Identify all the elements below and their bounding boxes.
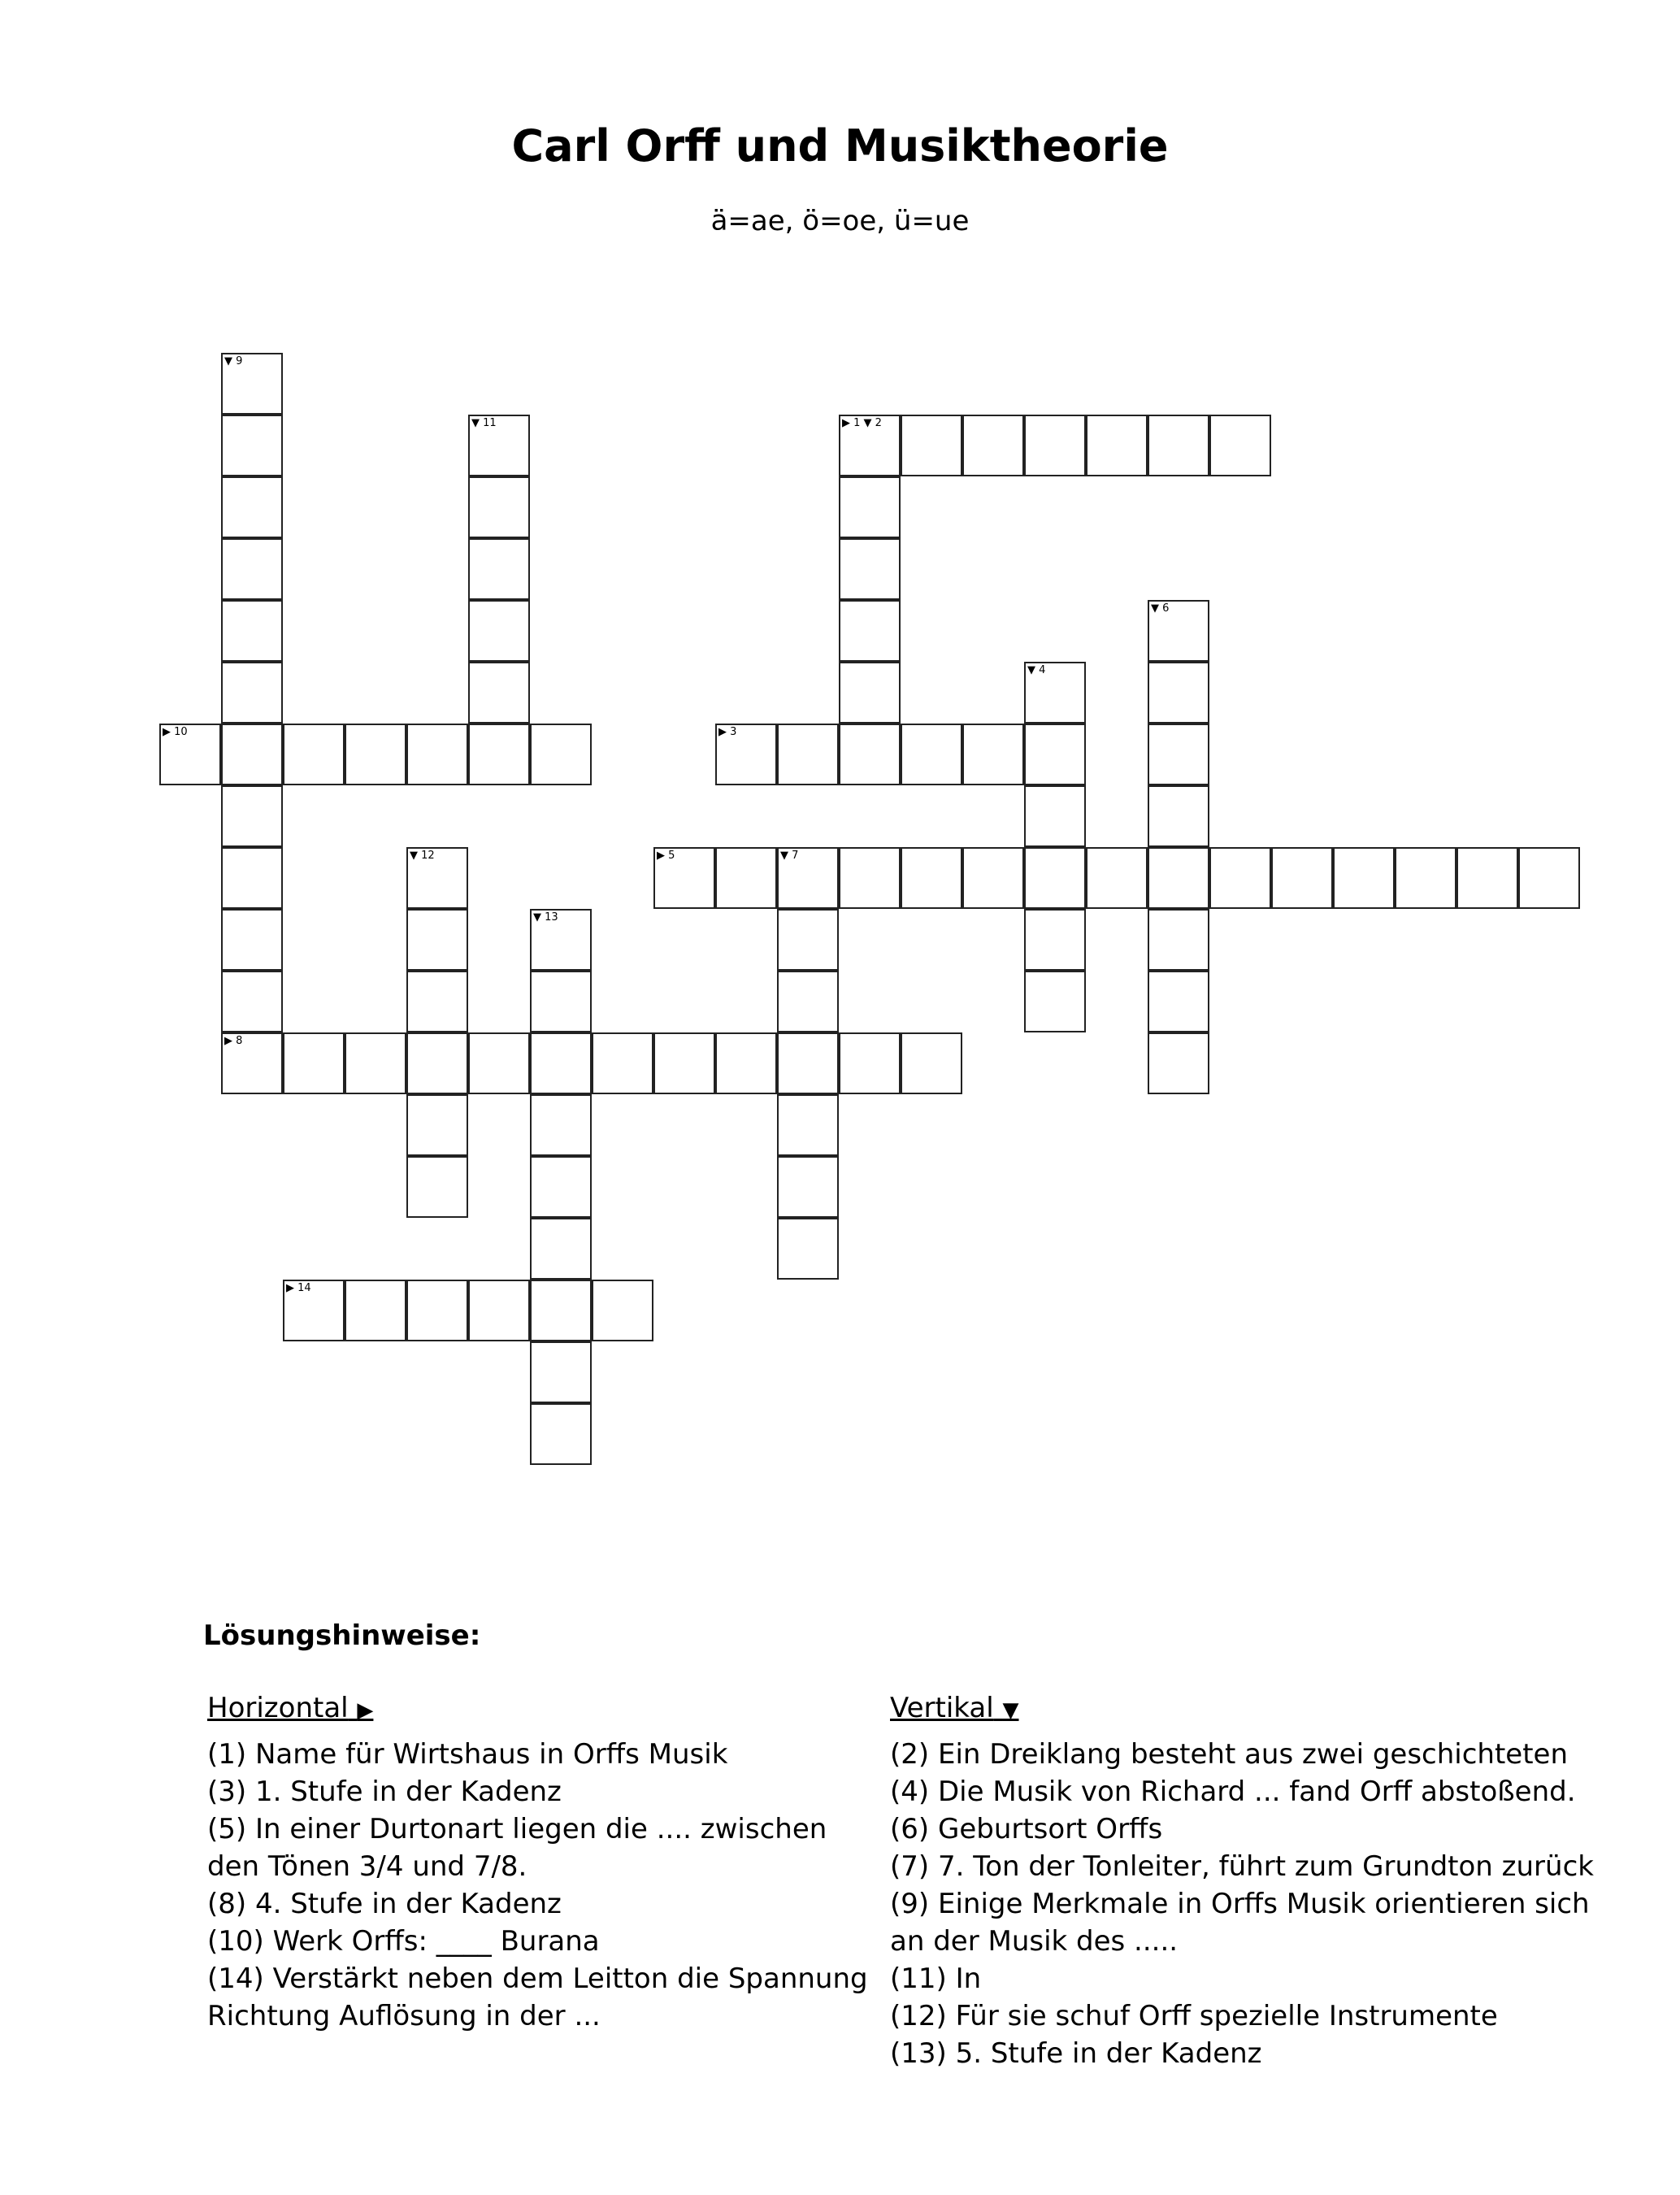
crossword-cell[interactable] [283, 1280, 345, 1341]
crossword-cell[interactable] [221, 415, 283, 476]
down-arrow-icon: ▼ [780, 850, 788, 862]
crossword-cell[interactable] [406, 1156, 468, 1218]
crossword-cell[interactable] [962, 847, 1024, 909]
crossword-cell[interactable] [839, 662, 901, 724]
crossword-cell[interactable] [221, 476, 283, 538]
clue-number: 6 [1159, 602, 1170, 615]
clue-number: 12 [418, 850, 435, 862]
crossword-cell[interactable] [221, 971, 283, 1032]
crossword-cell[interactable] [1086, 847, 1148, 909]
across-clue: (14) Verstärkt neben dem Leitton die Spannung Richtung Auflösung in der ... [207, 1962, 868, 2032]
down-clue: (2) Ein Dreiklang besteht aus zwei geschichteten [890, 1738, 1569, 1771]
clue-number-label [1027, 664, 1045, 676]
across-clues-list [207, 1736, 883, 2035]
crossword-cell[interactable] [777, 847, 839, 909]
crossword-cell[interactable] [653, 847, 715, 909]
crossword-cell[interactable] [839, 600, 901, 662]
crossword-cell[interactable] [530, 971, 592, 1032]
crossword-cell[interactable] [777, 909, 839, 971]
crossword-cell[interactable] [221, 662, 283, 724]
crossword-cell[interactable] [1148, 847, 1209, 909]
crossword-cell[interactable] [1086, 415, 1148, 476]
clue-number-label [224, 1035, 242, 1047]
crossword-cell[interactable] [1333, 847, 1395, 909]
right-arrow-icon: ▶ [163, 726, 171, 738]
crossword-cell[interactable] [530, 1218, 592, 1280]
crossword-cell[interactable] [468, 476, 530, 538]
crossword-cell[interactable] [221, 847, 283, 909]
crossword-cell[interactable] [530, 724, 592, 785]
crossword-cell[interactable] [406, 971, 468, 1032]
clue-number: 10 [171, 726, 188, 738]
crossword-cell[interactable] [1024, 847, 1086, 909]
crossword-cell[interactable] [530, 1094, 592, 1156]
clue-number: 5 [665, 850, 675, 862]
crossword-cell[interactable] [468, 662, 530, 724]
crossword-cell[interactable] [159, 724, 221, 785]
crossword-cell[interactable] [901, 415, 962, 476]
down-clues-title [890, 1689, 1621, 1729]
crossword-cell[interactable] [1148, 909, 1209, 971]
crossword-cell[interactable] [283, 1032, 345, 1094]
crossword-cell[interactable] [839, 415, 901, 476]
crossword-cell[interactable] [530, 1032, 592, 1094]
crossword-cell[interactable] [221, 785, 283, 847]
clue-number-label [163, 726, 188, 738]
down-clues-column [890, 1689, 1621, 2072]
crossword-cell[interactable] [777, 1218, 839, 1280]
down-arrow-icon: ▼ [1027, 664, 1035, 676]
clue-number-label [780, 850, 798, 862]
crossword-cell[interactable] [468, 415, 530, 476]
crossword-cell[interactable] [1395, 847, 1456, 909]
crossword-cell[interactable] [530, 1156, 592, 1218]
crossword-cell[interactable] [1148, 415, 1209, 476]
down-arrow-icon: ▼ [1002, 1698, 1019, 1723]
crossword-cell[interactable] [777, 1156, 839, 1218]
down-clues-list [890, 1736, 1621, 2072]
down-arrow-icon: ▼ [224, 355, 232, 367]
right-arrow-icon: ▶ [224, 1035, 232, 1047]
crossword-cell[interactable] [1209, 847, 1271, 909]
crossword-cell[interactable] [1148, 785, 1209, 847]
crossword-cell[interactable] [406, 1094, 468, 1156]
across-clue: (3) 1. Stufe in der Kadenz [207, 1776, 562, 1808]
clue-number: 7 [788, 850, 799, 862]
crossword-cell[interactable] [221, 353, 283, 415]
down-clue: (9) Einige Merkmale in Orffs Musik orientieren sich an der Musik des ..... [890, 1888, 1590, 1958]
crossword-cell[interactable] [283, 724, 345, 785]
crossword-cell[interactable] [530, 909, 592, 971]
clue-number-label [533, 911, 558, 924]
across-clue: (8) 4. Stufe in der Kadenz [207, 1888, 562, 1920]
crossword-cell[interactable] [777, 971, 839, 1032]
right-arrow-icon: ▶ [286, 1282, 294, 1294]
crossword-cell[interactable] [530, 1403, 592, 1465]
crossword-cell[interactable] [777, 1094, 839, 1156]
crossword-cell[interactable] [530, 1341, 592, 1403]
right-arrow-icon: ▶ [357, 1698, 374, 1723]
page-title: Carl Orff und Musiktheorie [511, 120, 1169, 172]
down-arrow-icon: ▼ [1151, 602, 1159, 615]
across-clue: (10) Werk Orffs: ____ Burana [207, 1925, 600, 1958]
down-clue: (6) Geburtsort Orffs [890, 1813, 1163, 1845]
down-arrow-icon: ▼ [863, 417, 872, 429]
down-arrow-icon: ▼ [410, 850, 418, 862]
crossword-cell[interactable] [221, 1032, 283, 1094]
crossword-cell[interactable] [345, 1032, 406, 1094]
crossword-cell[interactable] [901, 847, 962, 909]
down-title-text: Vertikal [890, 1692, 994, 1724]
clue-number-label [224, 355, 242, 367]
across-clue: (1) Name für Wirtshaus in Orffs Musik [207, 1738, 728, 1771]
clue-number: 9 [232, 355, 243, 367]
clue-number-label [410, 850, 435, 862]
crossword-cell[interactable] [468, 1032, 530, 1094]
down-clue: (12) Für sie schuf Orff spezielle Instrumente [890, 2000, 1498, 2032]
crossword-cell[interactable] [592, 1032, 653, 1094]
crossword-cell[interactable] [1148, 724, 1209, 785]
crossword-cell[interactable] [406, 724, 468, 785]
clue-number: 2 [871, 417, 882, 429]
down-arrow-icon: ▼ [471, 417, 480, 429]
crossword-cell[interactable] [839, 1032, 901, 1094]
crossword-cell[interactable] [901, 724, 962, 785]
crossword-cell[interactable] [1024, 785, 1086, 847]
clue-number: 4 [1035, 664, 1046, 676]
clue-number-label [1151, 602, 1169, 615]
crossword-cell[interactable] [962, 415, 1024, 476]
crossword-cell[interactable] [1024, 909, 1086, 971]
crossword-cell[interactable] [901, 1032, 962, 1094]
crossword-cell[interactable] [777, 724, 839, 785]
down-clue: (4) Die Musik von Richard ... fand Orff abstoßend. [890, 1776, 1576, 1808]
crossword-cell[interactable] [221, 600, 283, 662]
down-clue: (13) 5. Stufe in der Kadenz [890, 2037, 1262, 2070]
across-clues-title [207, 1689, 883, 1729]
clue-number-label [657, 850, 675, 862]
crossword-cell[interactable] [1271, 847, 1333, 909]
right-arrow-icon: ▶ [657, 850, 665, 862]
crossword-cell[interactable] [468, 538, 530, 600]
crossword-cell[interactable] [839, 538, 901, 600]
clue-number: 8 [232, 1035, 243, 1047]
crossword-cell[interactable] [221, 724, 283, 785]
page-subtitle: ä=ae, ö=oe, ü=ue [710, 205, 970, 237]
right-arrow-icon: ▶ [718, 726, 727, 738]
crossword-cell[interactable] [653, 1032, 715, 1094]
crossword-cell[interactable] [839, 847, 901, 909]
clue-number-label [286, 1282, 311, 1294]
crossword-cell[interactable] [1209, 415, 1271, 476]
crossword-cell[interactable] [592, 1280, 653, 1341]
crossword-cell[interactable] [1148, 1032, 1209, 1094]
crossword-cell[interactable] [345, 724, 406, 785]
crossword-cell[interactable] [777, 1032, 839, 1094]
crossword-cell[interactable] [1518, 847, 1580, 909]
across-clue: (5) In einer Durtonart liegen die .... zwischen den Tönen 3/4 und 7/8. [207, 1813, 827, 1883]
clue-number: 1 [850, 417, 861, 429]
crossword-cell[interactable] [221, 909, 283, 971]
crossword-cell[interactable] [221, 538, 283, 600]
crossword-cell[interactable] [1024, 971, 1086, 1032]
crossword-cell[interactable] [1148, 971, 1209, 1032]
clues-heading: Lösungshinweise: [203, 1619, 481, 1652]
crossword-cell[interactable] [406, 847, 468, 909]
clue-number-label [471, 417, 497, 429]
down-clue: (7) 7. Ton der Tonleiter, führt zum Grundton zurück [890, 1850, 1594, 1883]
crossword-cell[interactable] [345, 1280, 406, 1341]
crossword-cell[interactable] [1148, 662, 1209, 724]
crossword-cell[interactable] [1148, 600, 1209, 662]
down-arrow-icon: ▼ [533, 911, 541, 924]
crossword-cell[interactable] [1456, 847, 1518, 909]
crossword-cell[interactable] [530, 1280, 592, 1341]
clue-number-label [842, 417, 882, 429]
crossword-cell[interactable] [468, 600, 530, 662]
crossword-cell[interactable] [406, 909, 468, 971]
crossword-cell[interactable] [715, 1032, 777, 1094]
across-title-text: Horizontal [207, 1692, 349, 1724]
crossword-cell[interactable] [962, 724, 1024, 785]
crossword-cell[interactable] [1024, 724, 1086, 785]
down-clue: (11) In [890, 1962, 982, 1995]
clue-number: 14 [294, 1282, 311, 1294]
crossword-cell[interactable] [406, 1280, 468, 1341]
clue-number: 11 [480, 417, 497, 429]
crossword-cell[interactable] [839, 724, 901, 785]
across-clues-column [207, 1689, 883, 2035]
crossword-cell[interactable] [406, 1032, 468, 1094]
crossword-cell[interactable] [1024, 662, 1086, 724]
crossword-cell[interactable] [715, 724, 777, 785]
crossword-cell[interactable] [839, 476, 901, 538]
right-arrow-icon: ▶ [842, 417, 850, 429]
crossword-cell[interactable] [468, 1280, 530, 1341]
crossword-cell[interactable] [715, 847, 777, 909]
clue-number: 3 [727, 726, 737, 738]
clue-number-label [718, 726, 736, 738]
crossword-cell[interactable] [1024, 415, 1086, 476]
clue-number: 13 [541, 911, 558, 924]
crossword-cell[interactable] [468, 724, 530, 785]
